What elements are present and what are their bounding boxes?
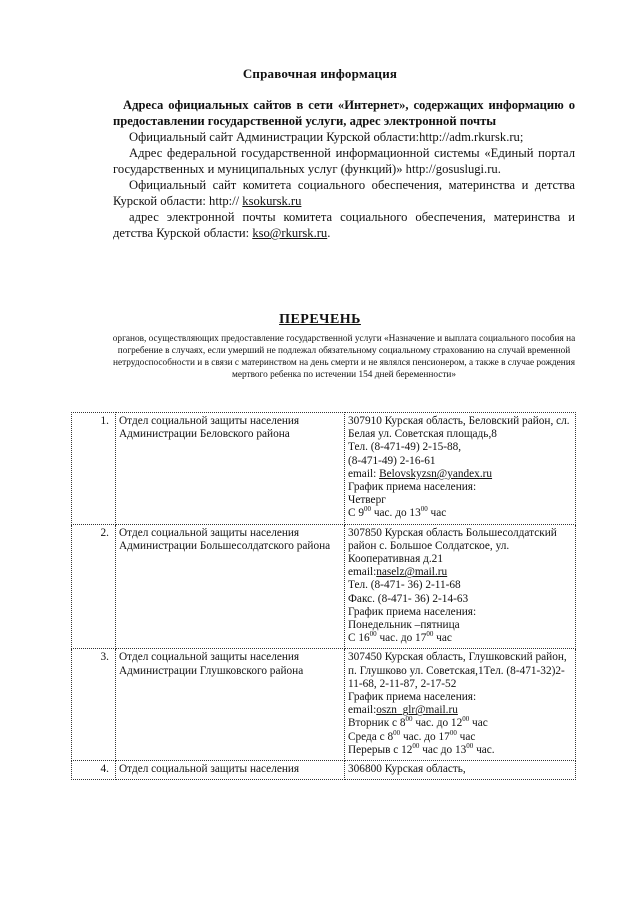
intro-line-portal: Адрес федеральной государственной информационной системы «Единый портал государственных и муниципальных услуг (функций)» http://gosuslugi.ru.	[113, 146, 575, 176]
org-address: 307850 Курская область Большесолдатский район с. Большое Солдатское, ул. Кооперативная д.21	[348, 526, 557, 566]
committee-email-label: адрес электронной почты комитета социального обеспечения, материнства и детства Курской области:	[113, 210, 575, 240]
org-email-line	[348, 566, 572, 579]
time-part: час. до 12	[412, 717, 463, 730]
schedule-time	[348, 632, 572, 645]
org-name: Отдел социальной защиты населения Администрации Беловского района	[116, 413, 345, 525]
intro-line-committee-site	[113, 177, 575, 209]
committee-email-suffix: .	[327, 226, 331, 240]
schedule-days: Понедельник –пятница	[348, 619, 460, 632]
time-part: Среда с 8	[348, 730, 394, 743]
org-email-link[interactable]: Belovskyzsn@yandex.ru	[379, 467, 493, 480]
row-number: 1.	[72, 413, 116, 525]
time-sup: 00	[369, 630, 377, 639]
schedule-time	[348, 728, 572, 744]
org-contacts	[345, 413, 576, 525]
row-number: 3.	[72, 649, 116, 761]
committee-site-label: Официальный сайт комитета социального обеспечения, материнства и детства Курской области: http://	[113, 178, 575, 208]
committee-email-link[interactable]: kso@rkursk.ru	[252, 226, 328, 240]
intro-line-committee-email	[113, 209, 575, 241]
org-phone: (8-471-49) 2-16-61	[348, 454, 436, 467]
org-phone: Тел. (8-471-49) 2-15-88,	[348, 441, 462, 454]
list-heading	[0, 312, 640, 328]
org-contacts	[345, 649, 576, 761]
time-part: час	[433, 632, 452, 645]
row-number: 2.	[72, 524, 116, 649]
time-part: час. до 13	[371, 507, 421, 520]
time-sup: 00	[449, 728, 457, 737]
page-title: Справочная информация	[242, 66, 398, 81]
org-phone: Тел. (8-471- 36) 2-11-68	[348, 579, 461, 592]
schedule-label: График приема населения:	[348, 481, 477, 494]
time-part: час	[427, 507, 447, 520]
time-sup: 00	[412, 742, 420, 751]
email-label: email:	[348, 704, 377, 717]
list-heading-text: ПЕРЕЧЕНЬ	[279, 312, 361, 327]
time-part: час до 13	[419, 743, 467, 756]
time-part: час.	[473, 743, 495, 756]
org-address: 307910 Курская область, Беловский район, сл. Белая ул. Советская площадь,8	[348, 415, 570, 441]
org-contacts	[345, 524, 576, 649]
intro-line-admin-site: Официальный сайт Администрации Курской области:http://adm.rkursk.ru;	[129, 130, 524, 144]
org-address: 306800 Курская область,	[348, 763, 466, 776]
time-part: Перерыв с 12	[348, 743, 413, 756]
time-sup: 00	[393, 728, 401, 737]
schedule-days: Четверг	[348, 494, 386, 507]
schedule-label: График приема населения:	[348, 605, 477, 618]
time-part: час. до 17	[376, 632, 427, 645]
org-email-link[interactable]: naselz@mail.ru	[376, 566, 448, 579]
table-row	[72, 413, 576, 525]
time-sup: 00	[405, 715, 413, 724]
intro-heading: Адреса официальных сайтов в сети «Интернет», содержащих информацию о предоставлении государственной услуги, адрес электронной почты	[113, 98, 575, 128]
org-email-line	[348, 704, 572, 717]
org-email-link[interactable]: oszn_glr@mail.ru	[376, 704, 458, 717]
table-row	[72, 649, 576, 761]
time-part: С 9	[348, 507, 365, 520]
time-part: час	[469, 717, 488, 730]
intro-section	[113, 97, 575, 241]
time-sup: 00	[462, 715, 470, 724]
time-part: Вторник с 8	[348, 717, 406, 730]
org-contacts	[345, 761, 576, 780]
org-address: 307450 Курская область, Глушковский район, п. Глушково ул. Советская,1Тел. (8-471-32)2-11-68, 2-11-87, 2-17-52	[348, 651, 567, 690]
org-email-line	[348, 468, 572, 481]
row-number: 4.	[72, 761, 116, 780]
time-sup: 00	[420, 505, 428, 514]
table-row	[72, 524, 576, 649]
time-part: час. до 17	[400, 730, 450, 743]
time-part: С 16	[348, 632, 370, 645]
committee-site-link[interactable]: ksokursk.ru	[242, 194, 302, 208]
list-subtitle: органов, осуществляющих предоставление государственной услуги «Назначение и выплата социального пособия на погребение в случаях, если умерший не подлежал обязательному социальному страхованию на случай временной нетрудоспособности и в связи с материнством на день смерти и не являлся пенсионером, а также в случае рождения мертвого ребенка по истечении 154 дней беременности»	[112, 334, 576, 380]
org-name: Отдел социальной защиты населения	[116, 761, 345, 780]
table-row	[72, 761, 576, 780]
time-sup: 00	[466, 742, 474, 751]
time-part: час	[456, 730, 476, 743]
schedule-time	[348, 507, 572, 520]
org-name: Отдел социальной защиты населения Администрации Глушковского района	[116, 649, 345, 761]
schedule-break	[348, 744, 572, 757]
organizations-table	[71, 412, 576, 780]
schedule-label: График приема населения:	[348, 691, 477, 704]
org-fax: Факс. (8-471- 36) 2-14-63	[348, 592, 469, 605]
email-label: email:	[348, 566, 377, 579]
org-name: Отдел социальной защиты населения Администрации Большесолдатского района	[116, 524, 345, 649]
email-label: email:	[348, 467, 380, 480]
time-sup: 00	[426, 630, 434, 639]
time-sup: 00	[364, 505, 372, 514]
schedule-time	[348, 717, 572, 730]
